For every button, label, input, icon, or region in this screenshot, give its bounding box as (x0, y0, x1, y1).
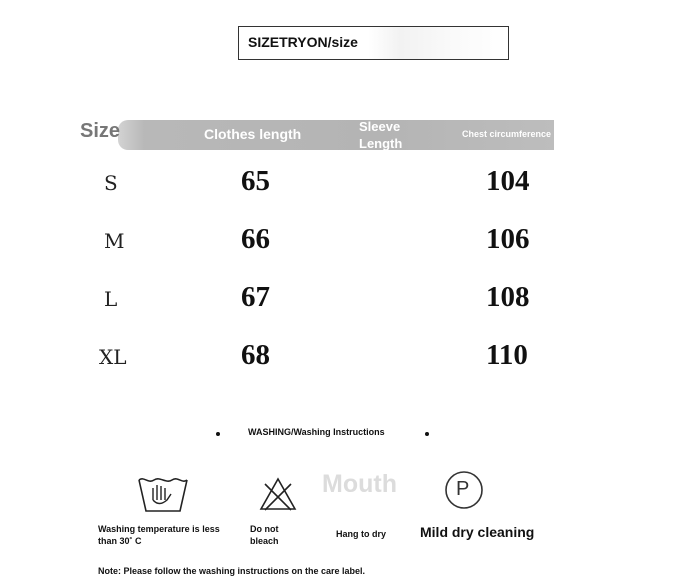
chest-circumference-header: Chest circumference (462, 129, 552, 139)
title-box (238, 26, 509, 60)
wash-temp-line2: than 30˚ C (98, 536, 142, 546)
wash-temperature-label (98, 523, 220, 547)
no-bleach-icon (258, 476, 298, 512)
sleeve-header-line2: Length (359, 136, 403, 151)
no-bleach-line2: bleach (250, 536, 279, 546)
dry-clean-symbol: P (456, 478, 470, 500)
length-cell: 66 (241, 223, 270, 255)
chest-cell: 106 (486, 223, 530, 255)
chest-cell: 108 (486, 281, 530, 313)
sleeve-header-line1: Sleeve (359, 119, 401, 134)
no-bleach-label (250, 523, 279, 547)
chest-cell: 104 (486, 165, 530, 197)
no-bleach-line1: Do not (250, 524, 279, 534)
mouth-faded-text: Mouth (322, 470, 397, 498)
sleeve-length-header (359, 118, 402, 152)
hand-wash-icon (136, 474, 190, 514)
chest-cell: 110 (486, 339, 528, 371)
dry-cleaning-label: Mild dry cleaning (420, 524, 535, 540)
size-cell: M (104, 229, 125, 253)
washing-title: WASHING/Washing Instructions (248, 427, 385, 437)
size-cell: L (104, 287, 118, 311)
clothes-length-header: Clothes length (204, 126, 302, 142)
dry-clean-icon (444, 470, 484, 510)
length-cell: 68 (241, 339, 270, 371)
care-note: Note: Please follow the washing instructions on the care label. (98, 566, 366, 576)
wash-temp-line1: Washing temperature is less (98, 524, 220, 534)
bullet-dot-left (216, 432, 220, 436)
size-cell: S (104, 171, 118, 195)
length-cell: 65 (241, 165, 270, 197)
length-cell: 67 (241, 281, 270, 313)
size-cell: XL (99, 345, 127, 369)
size-column-header: Size (80, 120, 121, 142)
bullet-dot-right (425, 432, 429, 436)
hang-to-dry-label: Hang to dry (336, 529, 387, 539)
page-title: SIZETRYON/size (248, 34, 358, 50)
